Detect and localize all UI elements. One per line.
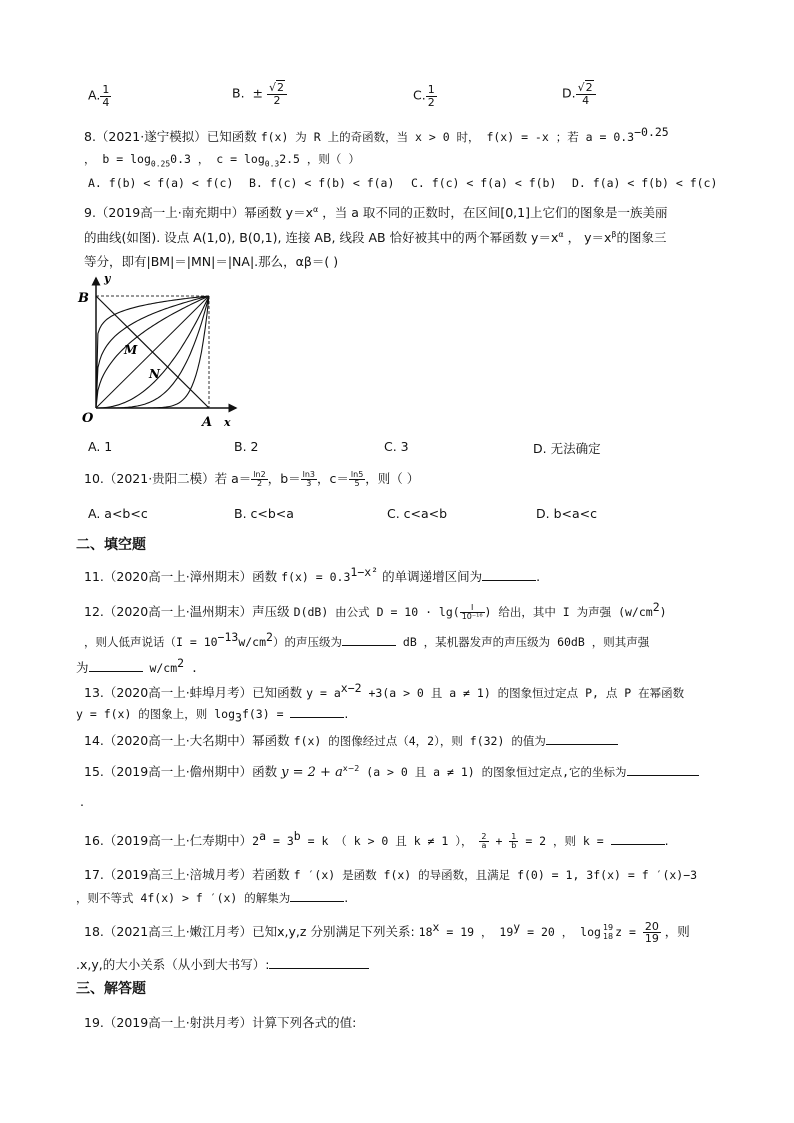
label-o: O <box>82 411 94 426</box>
question-text: ，则人低声说话（I = 10 <box>84 635 218 650</box>
answer-blank[interactable] <box>269 956 369 969</box>
q9-stem-line3: 等分，即有|BM|＝|MN|＝|NA|.那么，αβ＝( ) <box>84 254 339 269</box>
q9-stem-line2 <box>84 228 667 246</box>
power-function-figure <box>76 270 246 432</box>
question-text: ）的声压级为 <box>272 635 342 650</box>
q15-stem <box>84 762 699 780</box>
fraction <box>576 82 596 106</box>
question-text: ，则 <box>660 924 690 940</box>
exponent: β <box>611 229 617 239</box>
question-text: +3(a > 0 且 a ≠ 1) 的图象恒过定点 P, 点 P 在幂函数 <box>361 686 685 701</box>
question-text: ，b＝ <box>267 471 301 486</box>
denominator: 2 <box>427 95 435 109</box>
question-text: = 19 ， 19 <box>439 925 514 940</box>
q17-stem-line2 <box>76 889 348 906</box>
question-text: 2 <box>252 834 260 849</box>
question-text: ，c＝ <box>317 471 349 486</box>
q18-stem-line1 <box>84 920 690 945</box>
question-source: 8.（2021·遂宁模拟）已知函数 <box>84 129 261 145</box>
q8-option-a[interactable]: A. f(b) < f(a) < f(c) <box>88 176 234 190</box>
question-text: z = <box>615 925 643 940</box>
q16-stem <box>84 829 669 851</box>
numerator: ln2 <box>253 469 266 479</box>
q15-period: . <box>80 794 84 809</box>
question-text: 0.3 ， c = log <box>170 152 265 166</box>
question-text: = k （ k > 0 且 k ≠ 1 ）， <box>300 834 480 849</box>
question-text: 的图象三 <box>616 230 667 245</box>
question-text: 18 <box>418 925 433 940</box>
numerator: 2 <box>481 831 487 841</box>
plus-minus: ± <box>252 85 263 101</box>
label-b: B <box>78 291 89 306</box>
exponent: −0.25 <box>634 125 669 139</box>
answer-blank[interactable] <box>290 705 344 718</box>
q10-option-b[interactable]: B. c<b<a <box>234 506 294 521</box>
q10-option-a[interactable]: A. a<b<c <box>88 506 148 521</box>
exponent: x−2 <box>342 763 360 773</box>
denominator: 2 <box>273 93 281 107</box>
q13-stem-line2 <box>76 705 348 725</box>
question-text: f(3) = <box>241 707 291 721</box>
question-text: 2.5 ，则（ ） <box>279 152 360 166</box>
q8-option-d[interactable]: D. f(a) < f(b) < f(c) <box>572 176 718 190</box>
question-source: 17.（2019高三上·涪城月考）若函数 <box>84 867 294 882</box>
formula: y = 2 + a <box>281 765 343 780</box>
question-source: 15.（2019高一上·儋州期中）函数 <box>84 764 282 779</box>
q9-option-a[interactable]: A. 1 <box>88 439 113 454</box>
numerator: 1 <box>427 83 435 96</box>
fraction-a <box>251 471 267 489</box>
exponent: α <box>558 229 564 239</box>
denominator: a <box>481 841 487 851</box>
question-text: 的曲线(如图). 设点 A(1,0), B(0,1), 连接 AB, 线段 AB 恰好被其中的两个幂函数 y＝x <box>84 230 559 245</box>
q11-stem <box>84 565 540 585</box>
exponent: y <box>513 920 521 934</box>
exponent: α <box>312 204 319 214</box>
label-x: x <box>224 416 231 429</box>
answer-blank[interactable] <box>546 732 618 745</box>
label-a: A <box>202 415 213 430</box>
q9-stem-line1 <box>84 203 667 221</box>
question-text: ，则（ ） <box>365 471 420 486</box>
q19-stem: 19.（2019高一上·射洪月考）计算下列各式的值: <box>84 1015 357 1030</box>
q10-stem <box>84 469 419 488</box>
question-source: 12.（2020高一上·温州期末）声压级 <box>84 604 294 620</box>
question-text: = 20 ， log <box>520 925 601 940</box>
log-base: 0.3 <box>264 159 280 169</box>
denominator: 3 <box>306 479 312 488</box>
punctuation: . <box>344 890 349 905</box>
fraction <box>643 921 661 945</box>
exponent: 2 <box>177 656 185 670</box>
question-text: 为 <box>76 660 89 676</box>
q9-option-c[interactable]: C. 3 <box>384 439 409 454</box>
question-text: (a > 0 且 a ≠ 1) 的图象恒过定点,它的坐标为 <box>359 765 627 779</box>
q14-stem <box>84 731 618 749</box>
numerator: 1 <box>511 831 517 841</box>
fraction <box>460 604 485 622</box>
exponent: 2 <box>266 630 273 644</box>
exponent: a <box>259 829 267 843</box>
q10-option-c[interactable]: C. c<a<b <box>387 506 448 521</box>
question-text: dB ，某机器发声的声压级为 60dB ，则其声强 <box>395 635 650 650</box>
q10-option-d[interactable]: D. b<a<c <box>536 506 597 521</box>
question-source: 13.（2020高一上·蚌埠月考）已知函数 <box>84 685 307 701</box>
question-text: ，则不等式 4f(x) > f ′(x) 的解集为 <box>76 891 291 905</box>
question-text: .x,y,的大小关系（从小到大书写）: <box>76 957 270 972</box>
q18-stem-line2 <box>76 955 369 973</box>
denominator: b <box>511 841 517 851</box>
denominator: 4 <box>582 93 590 107</box>
option-label: B. <box>232 85 245 101</box>
q8-stem-line2 <box>84 151 360 168</box>
q8-option-c[interactable]: C. f(c) < f(a) < f(b) <box>411 176 557 190</box>
numerator: √2 <box>267 82 287 95</box>
question-text: = 3 <box>266 834 294 849</box>
question-source: 18.（2021高三上·嫩江月考）已知x,y,z 分别满足下列关系: <box>84 924 419 940</box>
answer-blank[interactable] <box>482 568 536 581</box>
radicand: 2 <box>277 81 284 94</box>
section-heading-solve: 三、解答题 <box>76 981 146 997</box>
denominator: 4 <box>102 95 110 109</box>
answer-blank[interactable] <box>627 763 699 776</box>
option-label: C. <box>413 87 426 103</box>
fraction <box>426 84 437 108</box>
fraction-c <box>349 471 365 489</box>
exponent: x−2 <box>340 681 362 695</box>
q7-option-d[interactable] <box>562 82 596 106</box>
denominator: 2 <box>256 479 263 488</box>
exponent: −13 <box>217 630 239 644</box>
q12-stem-line3 <box>76 656 198 676</box>
q9-option-d[interactable]: D. 无法确定 <box>533 441 601 456</box>
log-base-top: 19 <box>602 923 614 933</box>
option-label: D. <box>562 85 576 101</box>
question-text: f(x) 的图像经过点（4，2），则 f(32) 的值为 <box>293 734 546 748</box>
question-text: ， y＝x <box>563 230 612 245</box>
question-source: 16.（2019高一上·仁寿期中） <box>84 833 253 849</box>
q8-option-b[interactable]: B. f(c) < f(b) < f(a) <box>249 176 395 190</box>
answer-blank[interactable] <box>611 832 665 845</box>
denominator: 19 <box>644 932 659 946</box>
q7-option-b[interactable] <box>232 82 287 106</box>
denominator: 5 <box>354 479 360 488</box>
question-text: ) <box>659 605 667 620</box>
log-base-stack <box>601 924 615 941</box>
question-text: D(dB) 由公式 D = 10 · lg( <box>293 605 460 620</box>
log-base-bottom: 18 <box>602 931 614 941</box>
question-text: w/cm <box>142 661 178 676</box>
numerator: 1 <box>102 83 110 96</box>
punctuation: . <box>664 833 669 849</box>
question-text: + <box>488 834 510 849</box>
exponent: 1−x² <box>350 565 379 579</box>
fraction <box>267 82 287 106</box>
label-n: N <box>149 367 160 381</box>
question-text: = 2 ，则 k = <box>518 834 611 849</box>
question-text: y = f(x) 的图象上，则 log <box>76 707 236 721</box>
exponent: b <box>293 829 301 843</box>
fraction <box>100 84 111 108</box>
label-y: y <box>104 272 111 285</box>
answer-blank[interactable] <box>290 889 344 902</box>
question-text: 9.（2019高一上·南充期中）幂函数 y＝x <box>84 205 313 220</box>
section-heading-fill-blank: 二、填空题 <box>76 537 146 553</box>
question-source: 14.（2020高一上·大名期中）幂函数 <box>84 733 294 748</box>
numerator: 20 <box>644 919 659 933</box>
question-text: f(x) = 0.3 <box>281 570 351 585</box>
q13-stem-line1 <box>84 681 684 701</box>
question-source: 11.（2020高一上·漳州期末）函数 <box>84 569 282 585</box>
q12-stem-line1 <box>84 600 667 622</box>
q7-option-c[interactable] <box>413 84 437 108</box>
question-text: y = a <box>306 686 341 701</box>
fraction-b <box>301 471 317 489</box>
question-text: 10.（2021·贵阳二模）若 a＝ <box>84 471 252 486</box>
answer-blank[interactable] <box>89 659 143 672</box>
numerator: ln3 <box>302 469 316 479</box>
exponent: x <box>432 920 440 934</box>
radicand: 2 <box>585 81 593 94</box>
option-label: A. <box>88 87 101 103</box>
question-text: ，当 a 取不同的正数时，在区间[0,1]上它们的图象是一族美丽 <box>318 205 668 220</box>
answer-blank[interactable] <box>342 633 396 646</box>
question-text: w/cm <box>238 635 267 650</box>
q9-option-b[interactable]: B. 2 <box>234 439 259 454</box>
question-text: ， b = log <box>84 152 151 166</box>
question-text: f ′(x) 是函数 f(x) 的导函数，且满足 f(0) = 1, 3f(x) = f ′(x)−3 <box>293 868 698 882</box>
question-text: f(x) 为 R 上的奇函数，当 x > 0 时， f(x) = -x ；若 a = 0.3 <box>260 130 635 145</box>
log-base: 3 <box>235 710 242 725</box>
numerator: I <box>460 604 485 613</box>
numerator: ln5 <box>350 469 364 479</box>
question-text: . <box>184 661 198 676</box>
q7-option-a[interactable] <box>88 84 111 108</box>
question-text: 的单调递增区间为 <box>378 569 483 585</box>
punctuation: . <box>344 706 349 721</box>
q8-stem-line1 <box>84 125 669 145</box>
denominator: 10⁻¹⁶ <box>461 612 483 622</box>
punctuation: . <box>536 569 541 585</box>
exponent: 2 <box>652 600 660 614</box>
label-m: M <box>124 343 138 357</box>
q17-stem-line1 <box>84 865 697 883</box>
q12-stem-line2 <box>84 630 649 650</box>
numerator: √2 <box>576 82 596 95</box>
question-text: ) 给出，其中 I 为声强 (w/cm <box>484 605 653 620</box>
fraction <box>479 833 488 851</box>
log-base: 0.25 <box>150 159 171 169</box>
